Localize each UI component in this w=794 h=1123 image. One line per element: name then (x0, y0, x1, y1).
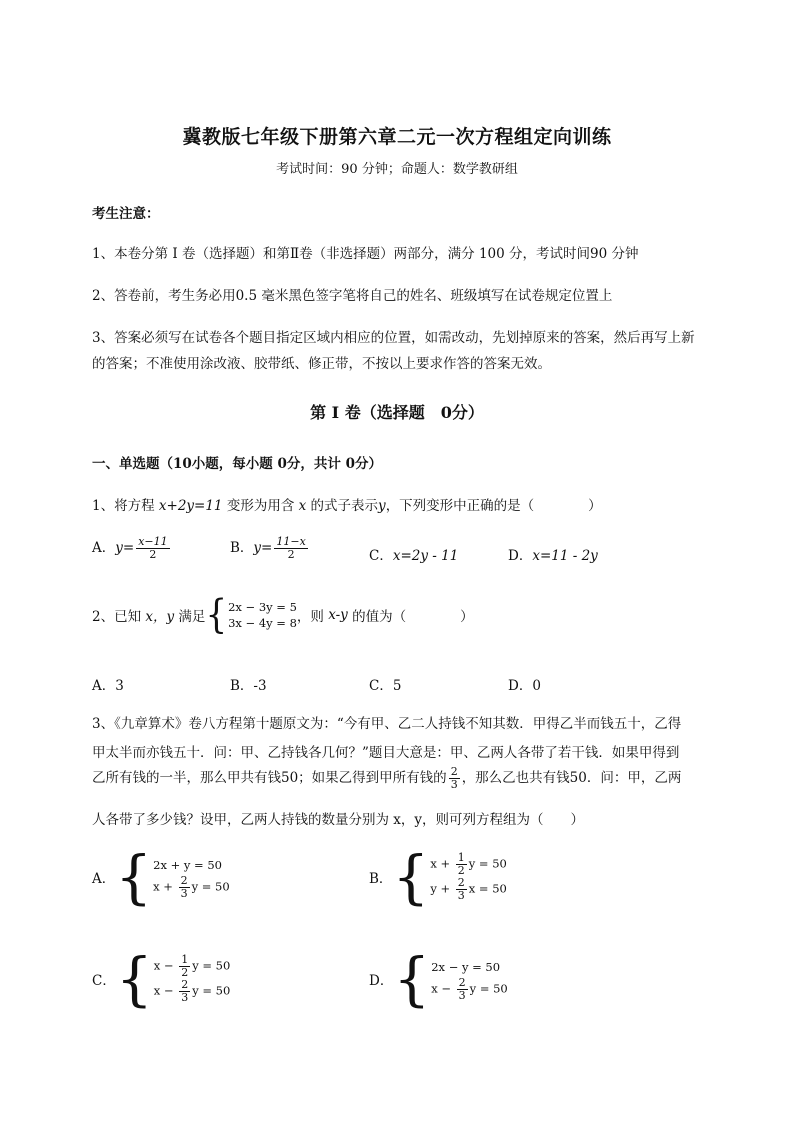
notice-item-1: 1、本卷分第 I 卷（选择题）和第Ⅱ卷（非选择题）两部分，满分 100 分，考试时间90 分钟 (92, 246, 639, 262)
q3-option-d[interactable]: D．{ 2x − y = 50 x − $\frac{2}{3}$ y = 50 (369, 945, 508, 1013)
q1-option-c[interactable]: C．x=2y - 11 (369, 548, 459, 564)
question-1: 1、将方程 x+2y=11 变形为用含 x 的式子表示y，下列变形中正确的是（ ） (92, 498, 602, 514)
q3-option-a[interactable]: A．{ 2x + y = 50 x + $\frac{2}{3}$ y = 50 (92, 843, 230, 911)
left-brace: { (393, 945, 431, 1013)
notice-item-2: 2、答卷前，考生务必用0.5 毫米黑色签字笔将自己的姓名、班级填写在试卷规定位置上 (92, 288, 613, 304)
notice-item-3: 3、答案必须写在试卷各个题目指定区域内相应的位置，如需改动，先划掉原来的答案，然后再写上新 (92, 330, 695, 346)
notice-item-3-cont: 的答案；不准使用涂改液、胶带纸、修正带，不按以上要求作答的答案无效。 (92, 356, 551, 372)
q2-option-a[interactable]: A．3 (92, 678, 124, 694)
q1-option-a[interactable]: A．y= $\frac{x-11}{2}$ (92, 535, 168, 561)
question-2: 2、已知 x，y 满足{ 2x − 3y = 5 3x − 4y = 8 ，则 x-y 的值为（ ） (92, 592, 474, 638)
section-title: 第 I 卷（选择题 0分） (310, 403, 484, 422)
equation-system: 2x − y = 50 x − $\frac{2}{3}$ y = 50 (431, 959, 508, 1002)
left-brace: { (115, 843, 153, 911)
question-3-line-3: 乙所有钱的一半，那么甲共有钱50；如果乙得到甲所有钱的 $\frac{2}{3}$ ，那么乙也共有钱50．问：甲，乙两 (92, 765, 682, 791)
equation-system: x + $\frac{1}{2}$ y = 50 y + $\frac{2}{3}$ x = 50 (430, 851, 507, 902)
question-3-line-4: 人各带了多少钱？设甲，乙两人持钱的数量分别为 x，y，则可列方程组为（ ） (92, 812, 585, 828)
left-brace: { (392, 843, 430, 911)
part-heading: 一、单选题（10小题，每小题 0分，共计 0分） (92, 456, 382, 472)
fraction: $\frac{11-x}{2}$ (276, 535, 306, 561)
q1-option-d[interactable]: D．x=11 - 2y (508, 548, 598, 564)
q2-option-c[interactable]: C．5 (369, 678, 402, 694)
equation-system: 2x − 3y = 5 3x − 4y = 8 (228, 600, 297, 630)
q2-option-d[interactable]: D．0 (508, 678, 541, 694)
page-subtitle: 考试时间：90 分钟；命题人：数学教研组 (276, 162, 518, 177)
q2-option-b[interactable]: B．-3 (230, 678, 267, 694)
equation-system: 2x + y = 50 x + $\frac{2}{3}$ y = 50 (153, 857, 230, 900)
q3-option-b[interactable]: B．{ x + $\frac{1}{2}$ y = 50 y + $\frac{2}{3}$ x = 50 (369, 843, 507, 911)
question-3-line-2: 甲太半而亦钱五十．问：甲、乙持钱各几何？”题目大意是：甲、乙两人各带了若干钱．如果甲得到 (92, 745, 680, 761)
equation: x+2y=11 (158, 498, 223, 514)
fraction: $\frac{x-11}{2}$ (138, 535, 168, 561)
page-title: 冀教版七年级下册第六章二元一次方程组定向训练 (182, 126, 612, 148)
q1-option-b[interactable]: B．y= $\frac{11-x}{2}$ (230, 535, 306, 561)
left-brace: { (115, 945, 153, 1013)
equation-system: x − $\frac{1}{2}$ y = 50 x − $\frac{2}{3}$ y = 50 (153, 953, 231, 1004)
q3-option-c[interactable]: C．{ x − $\frac{1}{2}$ y = 50 x − $\frac{2}{3}$ y = 50 (92, 945, 231, 1013)
left-brace: { (205, 592, 228, 638)
fraction: $\frac{2}{3}$ (450, 765, 458, 791)
notice-heading: 考生注意： (92, 206, 160, 222)
question-3-line-1: 3、《九章算术》卷八方程第十题原文为：“今有甲、乙二人持钱不知其数．甲得乙半而钱五十，乙得 (92, 716, 682, 732)
